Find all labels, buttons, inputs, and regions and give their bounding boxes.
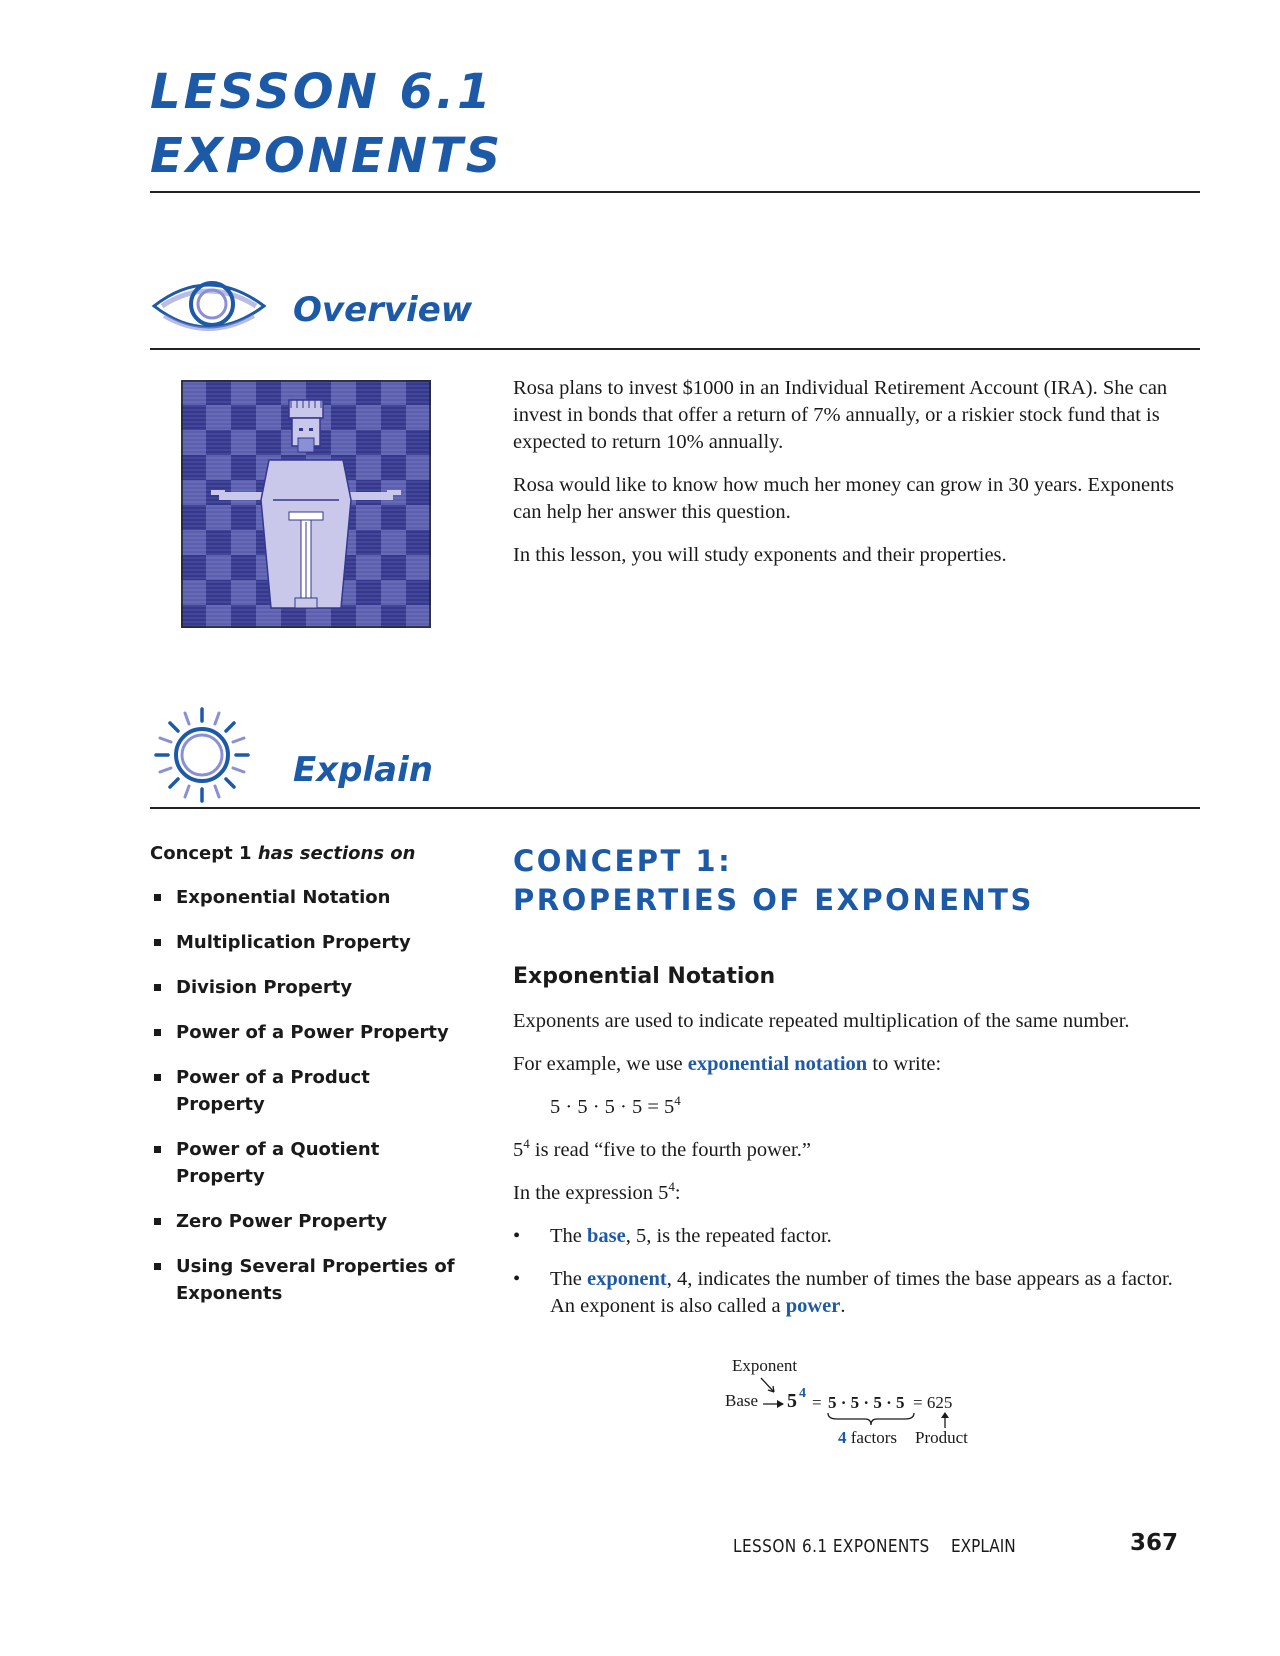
page-number: 367: [1130, 1530, 1179, 1556]
overview-text: [513, 375, 1193, 585]
sidebar-intro: Concept 1 has sections on: [150, 843, 416, 864]
term-exponent: exponent: [587, 1268, 667, 1290]
sidebar-item: Exponential Notation: [150, 884, 480, 911]
concept-sidebar: [150, 843, 480, 1325]
sidebar-item: Using Several Properties of Exponents: [150, 1253, 496, 1307]
overview-paragraph: In this lesson, you will study exponents and their properties.: [513, 544, 1007, 566]
concept-body: [513, 962, 1193, 1336]
diagram-equals: =: [812, 1393, 822, 1412]
concept-paragraph: For example, we use exponential notation to write:: [513, 1053, 942, 1075]
sidebar-item: Power of a Product Property: [150, 1064, 396, 1118]
concept-number: CONCEPT 1:: [513, 844, 733, 878]
diagram-factors: 5 · 5 · 5 · 5: [828, 1393, 905, 1412]
bullet-square-icon: [154, 939, 161, 946]
bullet-square-icon: [154, 1263, 161, 1270]
overview-illustration: [181, 380, 431, 628]
title-rule: [150, 191, 1200, 193]
sidebar-list: [150, 884, 480, 1307]
bullet-square-icon: [154, 1074, 161, 1081]
bullet-square-icon: [154, 894, 161, 901]
overview-title: Overview: [293, 290, 473, 330]
diagram-exponent: 4: [799, 1386, 806, 1401]
concept-paragraph: In the expression $5^4$:: [513, 1179, 681, 1204]
bullet-item: • The exponent, 4, indicates the number of times the base appears as a factor. An exponent is also called a power.: [513, 1268, 1173, 1317]
exponent-arrow-icon: [759, 1376, 779, 1396]
sidebar-item: Multiplication Property: [150, 929, 480, 956]
exponent-diagram: [715, 1356, 1015, 1456]
sidebar-item: Power of a Power Property: [150, 1019, 480, 1046]
footer-section: EXPLAIN: [951, 1536, 1016, 1557]
diagram-result: = 625: [913, 1393, 953, 1412]
sidebar-item: Power of a Quotient Property: [150, 1136, 416, 1190]
bullet-item: • The base, 5, is the repeated factor.: [513, 1223, 1193, 1250]
sidebar-item: Division Property: [150, 974, 480, 1001]
concept-name: PROPERTIES OF EXPONENTS: [513, 883, 1034, 917]
bullet-square-icon: [154, 1029, 161, 1036]
overview-paragraph: Rosa plans to invest $1000 in an Individual Retirement Account (IRA). She can invest in bonds that offer a return of 7% annually, or a riskier stock fund that is expected to return 10% annually.: [513, 377, 1168, 453]
factors-caption: 4 factors: [838, 1428, 898, 1447]
base-label: Base: [725, 1391, 759, 1410]
concept-title: [513, 842, 1034, 920]
lesson-name: EXPONENTS: [150, 128, 504, 184]
sidebar-item: Zero Power Property: [150, 1208, 480, 1235]
section-subhead: Exponential Notation: [513, 964, 776, 989]
base-arrow-icon: [763, 1398, 787, 1410]
term-exponential-notation: exponential notation: [687, 1053, 868, 1075]
overview-rule: [150, 348, 1200, 350]
lesson-number: LESSON 6.1: [150, 64, 494, 120]
eye-icon: [150, 272, 270, 340]
concept-paragraph: $5^4$ is read “five to the fourth power.”: [513, 1136, 811, 1161]
footer-lesson: LESSON 6.1 EXPONENTS: [733, 1536, 930, 1557]
sun-icon: [152, 705, 252, 805]
bullet-square-icon: [154, 1146, 161, 1153]
term-base: base: [587, 1225, 626, 1247]
overview-paragraph: Rosa would like to know how much her money can grow in 30 years. Exponents can help her answer this question.: [513, 474, 1175, 523]
lesson-title: [150, 60, 503, 188]
product-label: Product: [915, 1428, 968, 1447]
product-arrow-icon: [940, 1412, 950, 1428]
bullet-square-icon: [154, 984, 161, 991]
bullet-dot-icon: •: [513, 1225, 521, 1247]
exponent-label: Exponent: [732, 1356, 798, 1375]
example-equation: $5 \cdot 5 \cdot 5 \cdot 5 = 5^4$: [550, 1093, 681, 1118]
explain-rule: [150, 807, 1200, 809]
explain-title: Explain: [293, 750, 433, 790]
diagram-base: 5: [787, 1390, 797, 1412]
term-power: power: [785, 1295, 841, 1317]
bullet-dot-icon: •: [513, 1268, 521, 1290]
concept-paragraph: Exponents are used to indicate repeated multiplication of the same number.: [513, 1010, 1130, 1032]
bullet-square-icon: [154, 1218, 161, 1225]
factors-brace-icon: [827, 1412, 915, 1426]
